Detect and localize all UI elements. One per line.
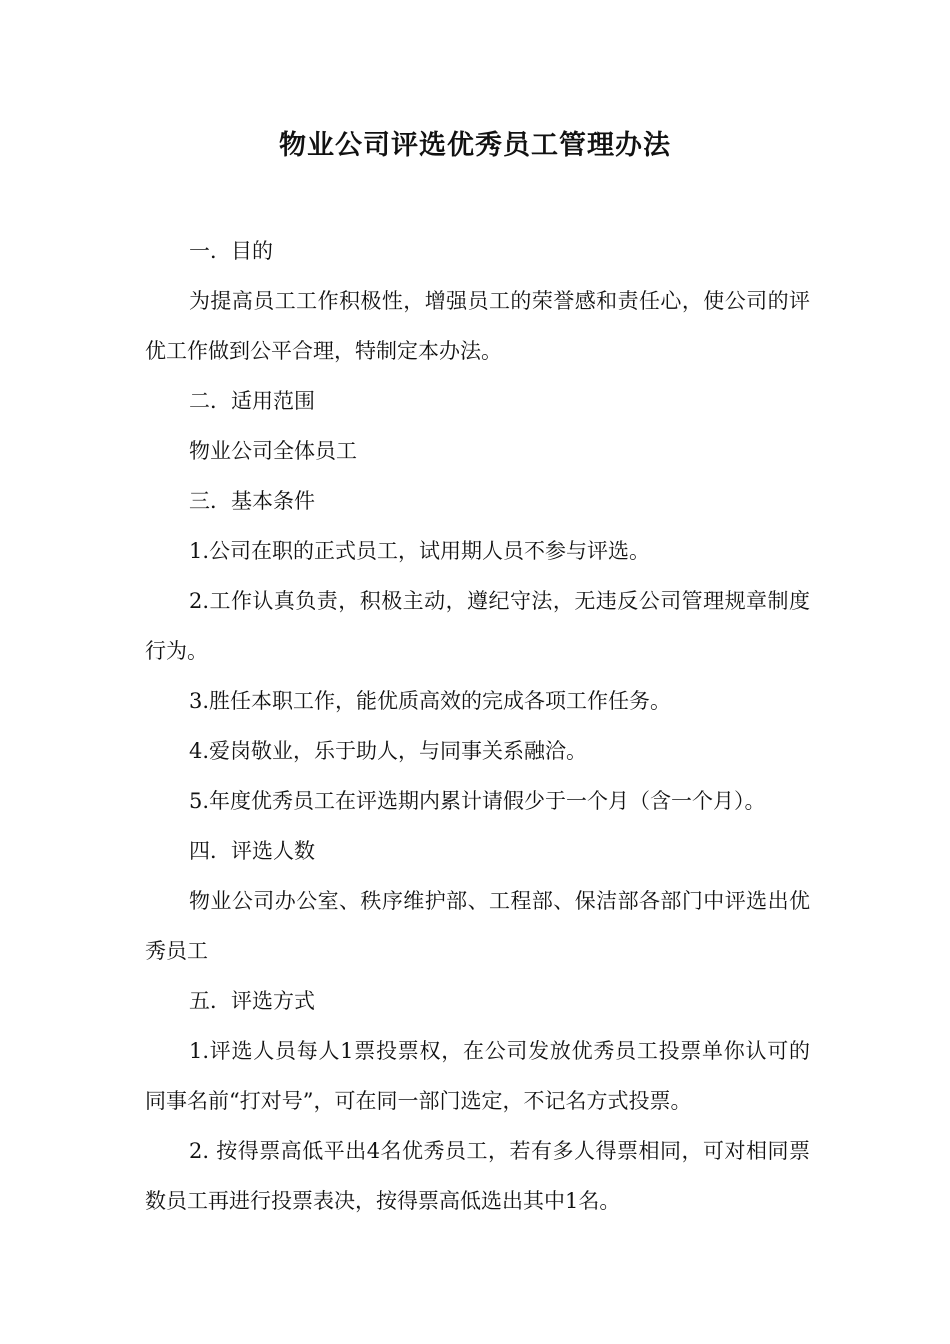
section-heading-scope: 二．适用范围: [189, 389, 315, 413]
section-heading-basic-conditions: 三．基本条件: [189, 489, 315, 513]
section-heading-selection-method: 五．评选方式: [189, 989, 315, 1013]
condition-item-2: 2.工作认真负责，积极主动，遵纪守法，无违反公司管理规章制度行为。: [145, 589, 810, 663]
section-heading-selection-count: 四．评选人数: [189, 839, 315, 863]
condition-item-5: 5.年度优秀员工在评选期内累计请假少于一个月（含一个月）。: [189, 789, 766, 813]
condition-item-3: 3.胜任本职工作，能优质高效的完成各项工作任务。: [189, 689, 672, 713]
purpose-paragraph: 为提高员工工作积极性，增强员工的荣誉感和责任心，使公司的评优工作做到公平合理，特制定本办法。: [145, 289, 810, 363]
document-body: [145, 226, 810, 1226]
scope-paragraph: 物业公司全体员工: [189, 439, 357, 463]
method-item-1: 1.评选人员每人1票投票权，在公司发放优秀员工投票单你认可的同事名前“打对号”，可在同一部门选定，不记名方式投票。: [145, 1039, 810, 1113]
method-item-2: 2. 按得票高低平出4名优秀员工，若有多人得票相同，可对相同票数员工再进行投票表决，按得票高低选出其中1名。: [145, 1139, 810, 1213]
condition-item-1: 1.公司在职的正式员工，试用期人员不参与评选。: [189, 539, 651, 563]
condition-item-4: 4.爱岗敬业，乐于助人，与同事关系融洽。: [189, 739, 588, 763]
document-title: 物业公司评选优秀员工管理办法: [279, 130, 671, 161]
section-heading-purpose: 一．目的: [189, 239, 273, 263]
selection-count-paragraph: 物业公司办公室、秩序维护部、工程部、保洁部各部门中评选出优秀员工: [145, 889, 810, 963]
